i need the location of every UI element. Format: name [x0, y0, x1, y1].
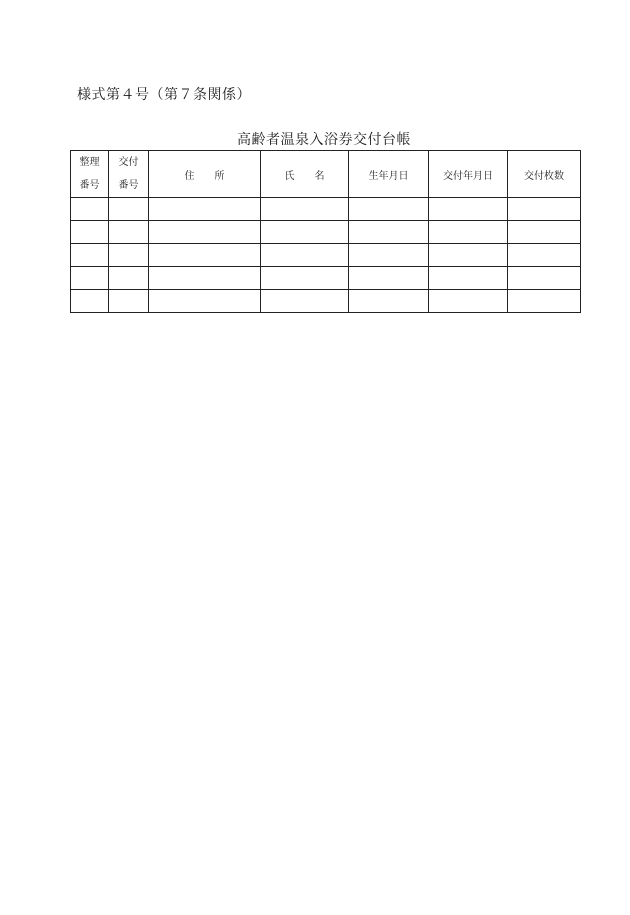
table-cell[interactable] — [71, 221, 109, 244]
table-cell[interactable] — [71, 290, 109, 313]
table-cell[interactable] — [429, 244, 508, 267]
table-cell[interactable] — [349, 244, 429, 267]
header-seiri-bango — [71, 151, 109, 198]
table-cell[interactable] — [261, 244, 349, 267]
table-cell[interactable] — [349, 290, 429, 313]
table-cell[interactable] — [349, 267, 429, 290]
header-address: 住 所 — [149, 151, 261, 198]
table-cell[interactable] — [261, 267, 349, 290]
header-line: 番号 — [79, 180, 100, 191]
header-issue-count: 交付枚数 — [508, 151, 581, 198]
table-row — [71, 267, 581, 290]
ledger-body — [71, 198, 581, 313]
table-cell[interactable] — [109, 198, 149, 221]
table-cell[interactable] — [71, 198, 109, 221]
table-cell[interactable] — [349, 198, 429, 221]
table-cell[interactable] — [109, 244, 149, 267]
table-cell[interactable] — [429, 267, 508, 290]
table-cell[interactable] — [149, 221, 261, 244]
table-cell[interactable] — [149, 198, 261, 221]
header-issue-date: 交付年月日 — [429, 151, 508, 198]
table-cell[interactable] — [109, 290, 149, 313]
table-cell[interactable] — [508, 290, 581, 313]
table-cell[interactable] — [149, 290, 261, 313]
table-cell[interactable] — [429, 221, 508, 244]
table-cell[interactable] — [71, 244, 109, 267]
table-cell[interactable] — [149, 244, 261, 267]
form-number: 様式第４号（第７条関係） — [77, 87, 251, 103]
table-cell[interactable] — [261, 198, 349, 221]
header-row — [71, 151, 581, 198]
table-cell[interactable] — [508, 198, 581, 221]
table-cell[interactable] — [71, 267, 109, 290]
header-koufu-bango — [109, 151, 149, 198]
table-cell[interactable] — [429, 198, 508, 221]
header-name: 氏 名 — [261, 151, 349, 198]
table-cell[interactable] — [261, 290, 349, 313]
table-cell[interactable] — [109, 267, 149, 290]
table-row — [71, 244, 581, 267]
table-row — [71, 221, 581, 244]
table-cell[interactable] — [149, 267, 261, 290]
table-cell[interactable] — [508, 221, 581, 244]
table-cell[interactable] — [349, 221, 429, 244]
header-line: 交付 — [118, 157, 139, 168]
table-cell[interactable] — [429, 290, 508, 313]
table-cell[interactable] — [261, 221, 349, 244]
ledger-table — [70, 150, 581, 313]
header-line: 整理 — [79, 157, 100, 168]
table-cell[interactable] — [508, 267, 581, 290]
ledger-title: 高齢者温泉入浴券交付台帳 — [237, 132, 411, 148]
table-cell[interactable] — [508, 244, 581, 267]
header-birthdate: 生年月日 — [349, 151, 429, 198]
table-row — [71, 290, 581, 313]
header-line: 番号 — [118, 180, 139, 191]
table-cell[interactable] — [109, 221, 149, 244]
table-row — [71, 198, 581, 221]
